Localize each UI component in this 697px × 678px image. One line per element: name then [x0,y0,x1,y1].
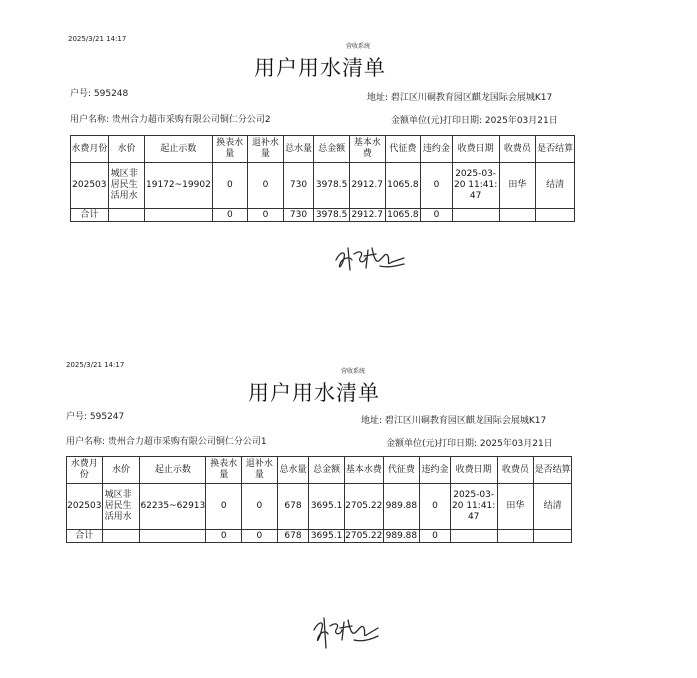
table-cell: 3978.5 [314,163,350,209]
header-cell: 换表水量 [212,136,248,163]
header-cell: 起止示数 [140,457,206,484]
header-cell: 起止示数 [145,136,212,163]
header-cell: 收费员 [499,136,536,163]
table-cell: 0 [206,530,242,543]
header-cell: 退补水量 [248,136,284,163]
table-cell: 合计 [71,209,109,222]
page-title: 用户用水清单 [248,381,380,405]
table-cell: 0 [212,163,248,209]
table-cell [450,530,497,543]
table-header-row [67,457,572,484]
table-cell: 989.88 [383,484,420,530]
table-cell: 678 [277,484,309,530]
signature [308,612,384,652]
header-cell: 基本水费 [349,136,385,163]
table-total-row [71,209,575,222]
table-header-row [71,136,575,163]
header-cell: 总金额 [314,136,350,163]
table-cell: 678 [277,530,309,543]
table-cell [145,209,212,222]
table-cell: 202503 [67,484,103,530]
table-cell: 0 [421,163,453,209]
table-cell [534,530,572,543]
table-cell [497,530,534,543]
account-number: 户号: 595248 [70,89,129,99]
table-cell: 田华 [499,163,536,209]
table-cell [452,209,499,222]
table-cell [536,209,575,222]
table-cell: 0 [248,209,284,222]
address: 地址: 碧江区川硐教育园区麒龙国际会展城K17 [361,416,547,426]
table-cell: 0 [206,484,242,530]
table-cell: 1065.8 [385,209,421,222]
header-cell: 换表水量 [206,457,242,484]
table-cell: 结清 [534,484,572,530]
table-row [71,163,575,209]
header-cell: 收费日期 [450,457,497,484]
header-cell: 违约金 [420,457,451,484]
table-cell: 结清 [536,163,575,209]
account-number: 户号: 595247 [66,412,125,422]
table-cell: 0 [420,530,451,543]
table-cell: 城区非居民生活用水 [108,163,145,209]
table-cell: 0 [421,209,453,222]
table-cell: 2705.22 [345,530,383,541]
header-cell: 总金额 [309,457,345,484]
table-cell: 城区非居民生活用水 [102,484,140,530]
table-cell: 0 [248,163,284,209]
header-cell: 水费月份 [71,136,109,163]
table-cell: 19172~19902 [145,163,212,209]
header-cell: 水价 [102,457,140,484]
system-label: 营收系统 [341,368,366,375]
address: 地址: 碧江区川硐教育园区麒龙国际会展城K17 [367,93,553,103]
table-cell: 3695.1 [309,484,345,530]
table-cell: 730 [283,163,314,209]
table-cell: 202503 [71,163,109,209]
header-cell: 是否结算 [534,457,572,484]
table-cell: 730 [283,209,314,222]
customer-name: 用户名称: 贵州合力超市采购有限公司铜仁分公司1 [66,437,267,447]
signature [330,240,410,274]
header-cell: 违约金 [421,136,453,163]
table-cell: 0 [242,484,278,530]
table-cell: 2025-03-20 11:41:47 [452,163,499,209]
print-timestamp: 2025/3/21 14:17 [66,361,125,369]
table-cell: 2912.7 [349,163,385,209]
table-cell [140,530,206,543]
header-cell: 水价 [108,136,145,163]
table-cell: 2025-03-20 11:41:47 [450,484,497,530]
header-cell: 收费员 [497,457,534,484]
usage-table [70,135,575,222]
unit-print-date: 金额单位(元)打印日期: 2025年03月21日 [386,439,553,449]
header-cell: 总水量 [283,136,314,163]
table-row [67,484,572,530]
table-cell: 3978.5 [314,209,350,222]
table-cell: 62235~62913 [140,484,206,530]
table-cell [108,209,145,222]
table-cell: 2912.7 [349,209,385,222]
table-cell: 田华 [497,484,534,530]
table-cell: 2705.22 [344,484,383,530]
table-cell: 0 [420,484,451,530]
table-cell: 989.88 [383,530,420,543]
header-cell: 代征费 [383,457,420,484]
table-cell [499,209,536,222]
table-total-row [67,530,572,543]
customer-name: 用户名称: 贵州合力超市采购有限公司铜仁分公司2 [70,115,271,125]
header-cell: 退补水量 [242,457,278,484]
print-timestamp: 2025/3/21 14:17 [68,35,127,43]
table-cell: 合计 [67,530,103,543]
unit-print-date: 金额单位(元)打印日期: 2025年03月21日 [391,116,558,126]
usage-table [66,456,572,543]
table-cell [102,530,140,543]
header-cell: 水费月份 [67,457,103,484]
header-cell: 总水量 [277,457,309,484]
table-cell: 0 [242,530,278,543]
header-cell: 基本水费 [344,457,383,484]
header-cell: 收费日期 [452,136,499,163]
system-label: 营收系统 [346,43,371,50]
table-cell: 0 [212,209,248,222]
table-cell: 3695.1 [309,530,345,543]
header-cell: 是否结算 [536,136,575,163]
page-title: 用户用水清单 [254,56,386,80]
table-cell: 1065.8 [385,163,421,209]
header-cell: 代征费 [385,136,421,163]
